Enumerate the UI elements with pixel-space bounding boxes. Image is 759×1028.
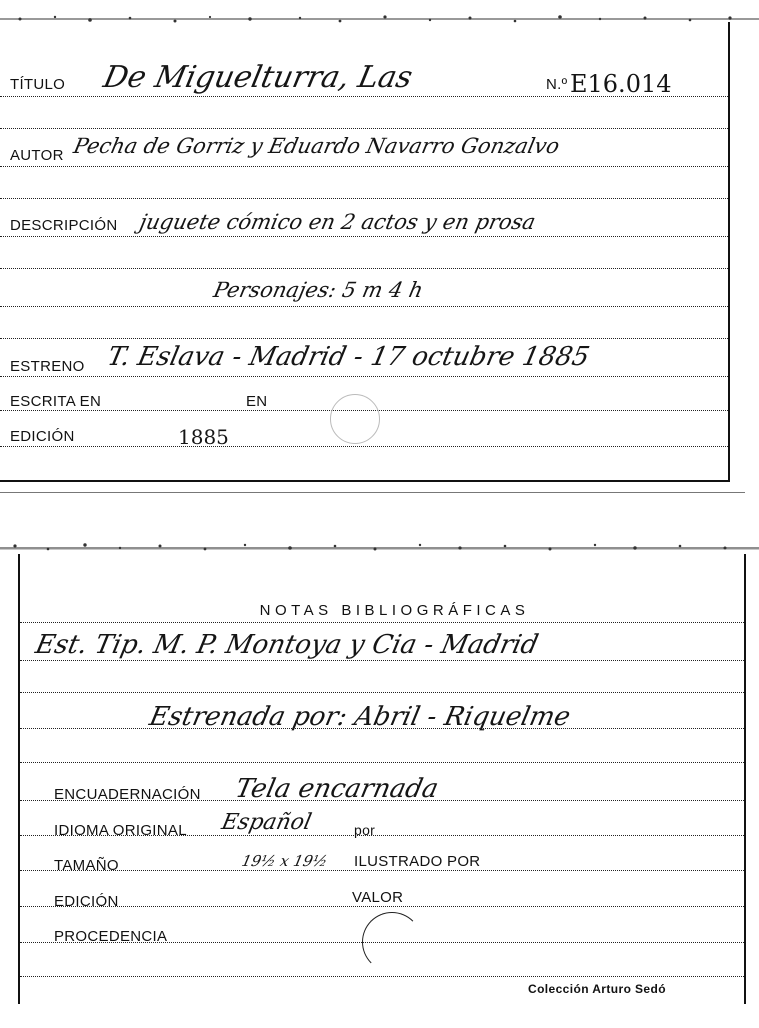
tamano-value: 19½ x 19½ — [240, 852, 330, 870]
por-label: por — [354, 822, 376, 838]
procedencia-label: PROCEDENCIA — [54, 928, 168, 945]
notas-heading: NOTAS BIBLIOGRÁFICAS — [259, 602, 530, 619]
catalog-card-front — [0, 0, 759, 495]
ruled-line — [0, 128, 728, 129]
ruled-line — [0, 236, 728, 237]
card-edge-line — [0, 492, 745, 493]
numero-label: N.º — [546, 76, 568, 93]
stamp-circle — [330, 394, 380, 444]
estreno-label: ESTRENO — [10, 358, 85, 375]
en-label: EN — [246, 393, 268, 410]
ruled-line — [20, 622, 744, 623]
nota-estrenada: Estrenada por: Abril - Riquelme — [146, 702, 574, 732]
ruled-line — [20, 692, 744, 693]
ruled-line — [20, 870, 744, 871]
autor-label: AUTOR — [10, 147, 64, 164]
encuadernacion-value: Tela encarnada — [232, 774, 442, 804]
titulo-label: TÍTULO — [10, 76, 66, 93]
numero-value: E16.014 — [570, 70, 672, 98]
idioma-label: IDIOMA ORIGINAL — [54, 822, 187, 839]
ruled-line — [20, 976, 744, 977]
idioma-value: Español — [219, 810, 314, 835]
ruled-line — [0, 376, 728, 377]
ruled-line — [20, 660, 744, 661]
card-right-border — [728, 22, 730, 482]
ruled-line — [0, 338, 728, 339]
descripcion-label: DESCRIPCIÓN — [10, 217, 118, 234]
torn-edge-speckle — [0, 540, 759, 556]
coleccion-stamp: Colección Arturo Sedó — [528, 982, 666, 996]
ruled-line — [0, 166, 728, 167]
stamp-circle — [362, 912, 422, 972]
card-bottom-border — [0, 480, 729, 482]
ruled-line — [20, 762, 744, 763]
ruled-line — [0, 268, 728, 269]
nota-imprenta: Est. Tip. M. P. Montoya y Cia - Madrid — [32, 630, 541, 660]
edicion-value: 1885 — [178, 425, 229, 449]
encuadernacion-label: ENCUADERNACIÓN — [54, 786, 201, 803]
tamano-label: TAMAÑO — [54, 857, 119, 874]
escrita-en-label: ESCRITA EN — [10, 393, 102, 410]
autor-value: Pecha de Gorriz y Eduardo Navarro Gonzalvo — [71, 134, 562, 158]
descripcion-value: juguete cómico en 2 actos y en prosa — [137, 210, 538, 234]
edicion-label: EDICIÓN — [10, 428, 75, 445]
valor-label: VALOR — [352, 889, 404, 906]
edicion-label-back: EDICIÓN — [54, 893, 119, 910]
personajes-value: Personajes: 5 m 4 h — [211, 278, 426, 302]
ruled-line — [0, 306, 728, 307]
catalog-card-back — [0, 530, 759, 1028]
ilustrado-label: ILUSTRADO POR — [354, 853, 481, 870]
estreno-value: T. Eslava - Madrid - 17 octubre 1885 — [104, 342, 593, 372]
ruled-line — [20, 906, 744, 907]
ruled-line — [0, 198, 728, 199]
titulo-value: De Miguelturra, Las — [100, 60, 416, 95]
torn-edge-speckle — [0, 12, 759, 28]
ruled-line — [0, 446, 728, 447]
card-right-border — [744, 554, 746, 1004]
